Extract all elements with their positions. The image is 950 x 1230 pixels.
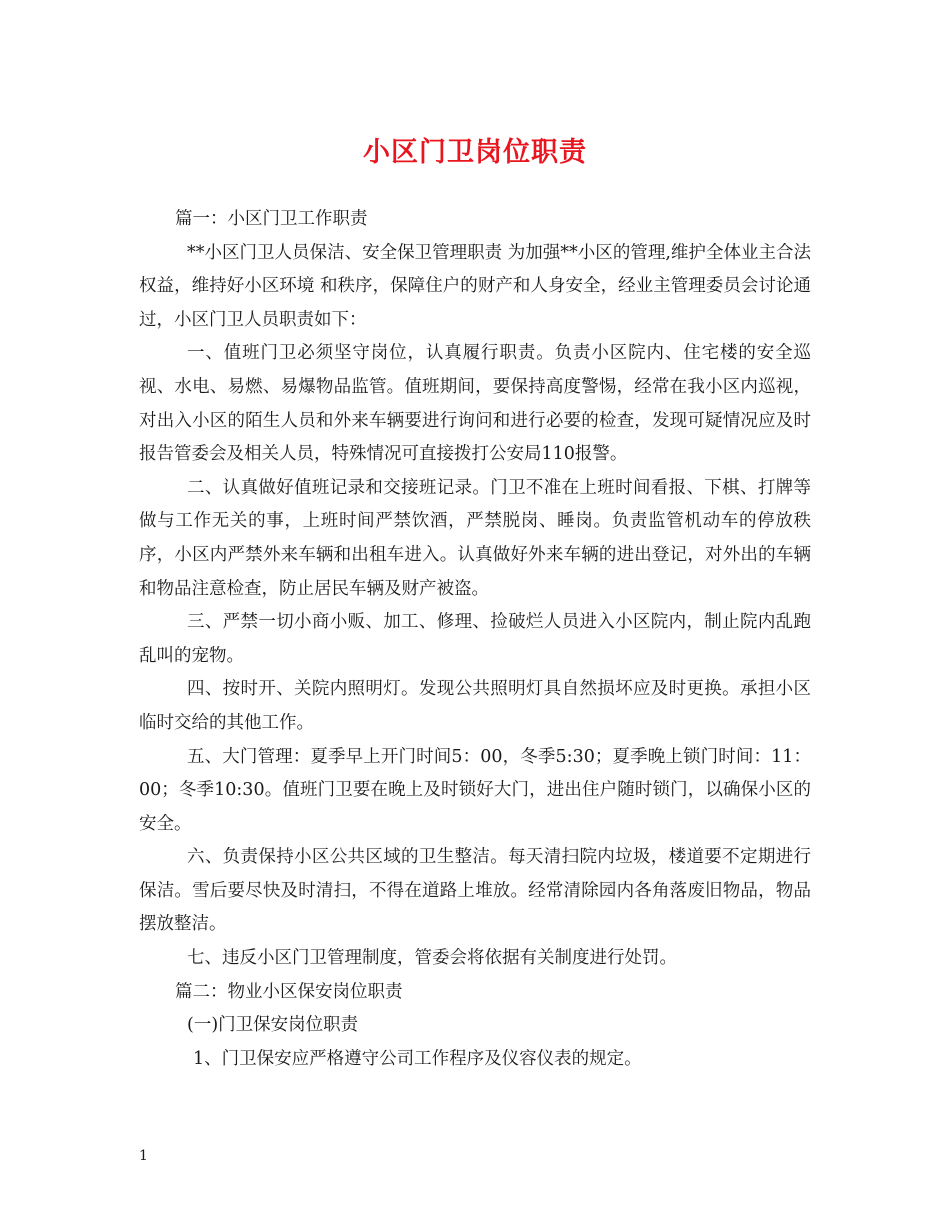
- list-item-1: 1、门卫保安应严格遵守公司工作程序及仪容仪表的规定。: [193, 1048, 642, 1069]
- duty-paragraph-2: 二、认真做好值班记录和交接班记录。门卫不准在上班时间看报、下棋、打牌等做与工作无关的事，上班时间严禁饮酒，严禁脱岗、睡岗。负责监管机动车的停放秩序，小区内严禁外来车辆和出租车进入。认真做好外来车辆的进出登记，对外出的车辆和物品注意检查，防止居民车辆及财产被盗。: [139, 477, 811, 599]
- duty-paragraph-4: 四、按时开、关院内照明灯。发现公共照明灯具自然损坏应及时更换。承担小区临时交给的其他工作。: [139, 679, 811, 733]
- section-heading-1: 篇一：小区门卫工作职责: [175, 209, 368, 229]
- section-heading-2: 篇二：物业小区保安岗位职责: [175, 981, 403, 1002]
- document-title: 小区门卫岗位职责: [363, 137, 587, 168]
- subsection-heading: (一)门卫保安岗位职责: [187, 1015, 359, 1036]
- duty-paragraph-3: 三、严禁一切小商小贩、加工、修理、捡破烂人员进入小区院内，制止院内乱跑乱叫的宠物。: [139, 612, 811, 666]
- duty-paragraph-6: 六、负责保持小区公共区域的卫生整洁。每天清扫院内垃圾，楼道要不定期进行保洁。雪后要尽快及时清扫，不得在道路上堆放。经常清除园内各角落废旧物品，物品摆放整洁。: [139, 847, 811, 935]
- intro-paragraph: **小区门卫人员保洁、安全保卫管理职责 为加强**小区的管理,维护全体业主合法权益，维持好小区环境 和秩序，保障住户的财产和人身安全，经业主管理委员会讨论通过，小区门卫人员职责如下：: [139, 242, 811, 330]
- duty-paragraph-1: 一、值班门卫必须坚守岗位，认真履行职责。负责小区院内、住宅楼的安全巡视、水电、易燃、易爆物品监管。值班期间，要保持高度警惕，经常在我小区内巡视，对出入小区的陌生人员和外来车辆要进行询问和进行必要的检查，发现可疑情况应及时报告管委会及相关人员，特殊情况可直接拨打公安局110报警。: [139, 343, 811, 465]
- duty-paragraph-5: 五、大门管理：夏季早上开门时间5：00，冬季5:30；夏季晚上锁门时间：11：00；冬季10:30。值班门卫要在晚上及时锁好大门，进出住户随时锁门，以确保小区的安全。: [139, 746, 811, 834]
- document-body: [139, 203, 811, 1076]
- duty-paragraph-7: 七、违反小区门卫管理制度，管委会将依据有关制度进行处罚。: [187, 948, 677, 969]
- page-number: 1: [139, 1148, 148, 1164]
